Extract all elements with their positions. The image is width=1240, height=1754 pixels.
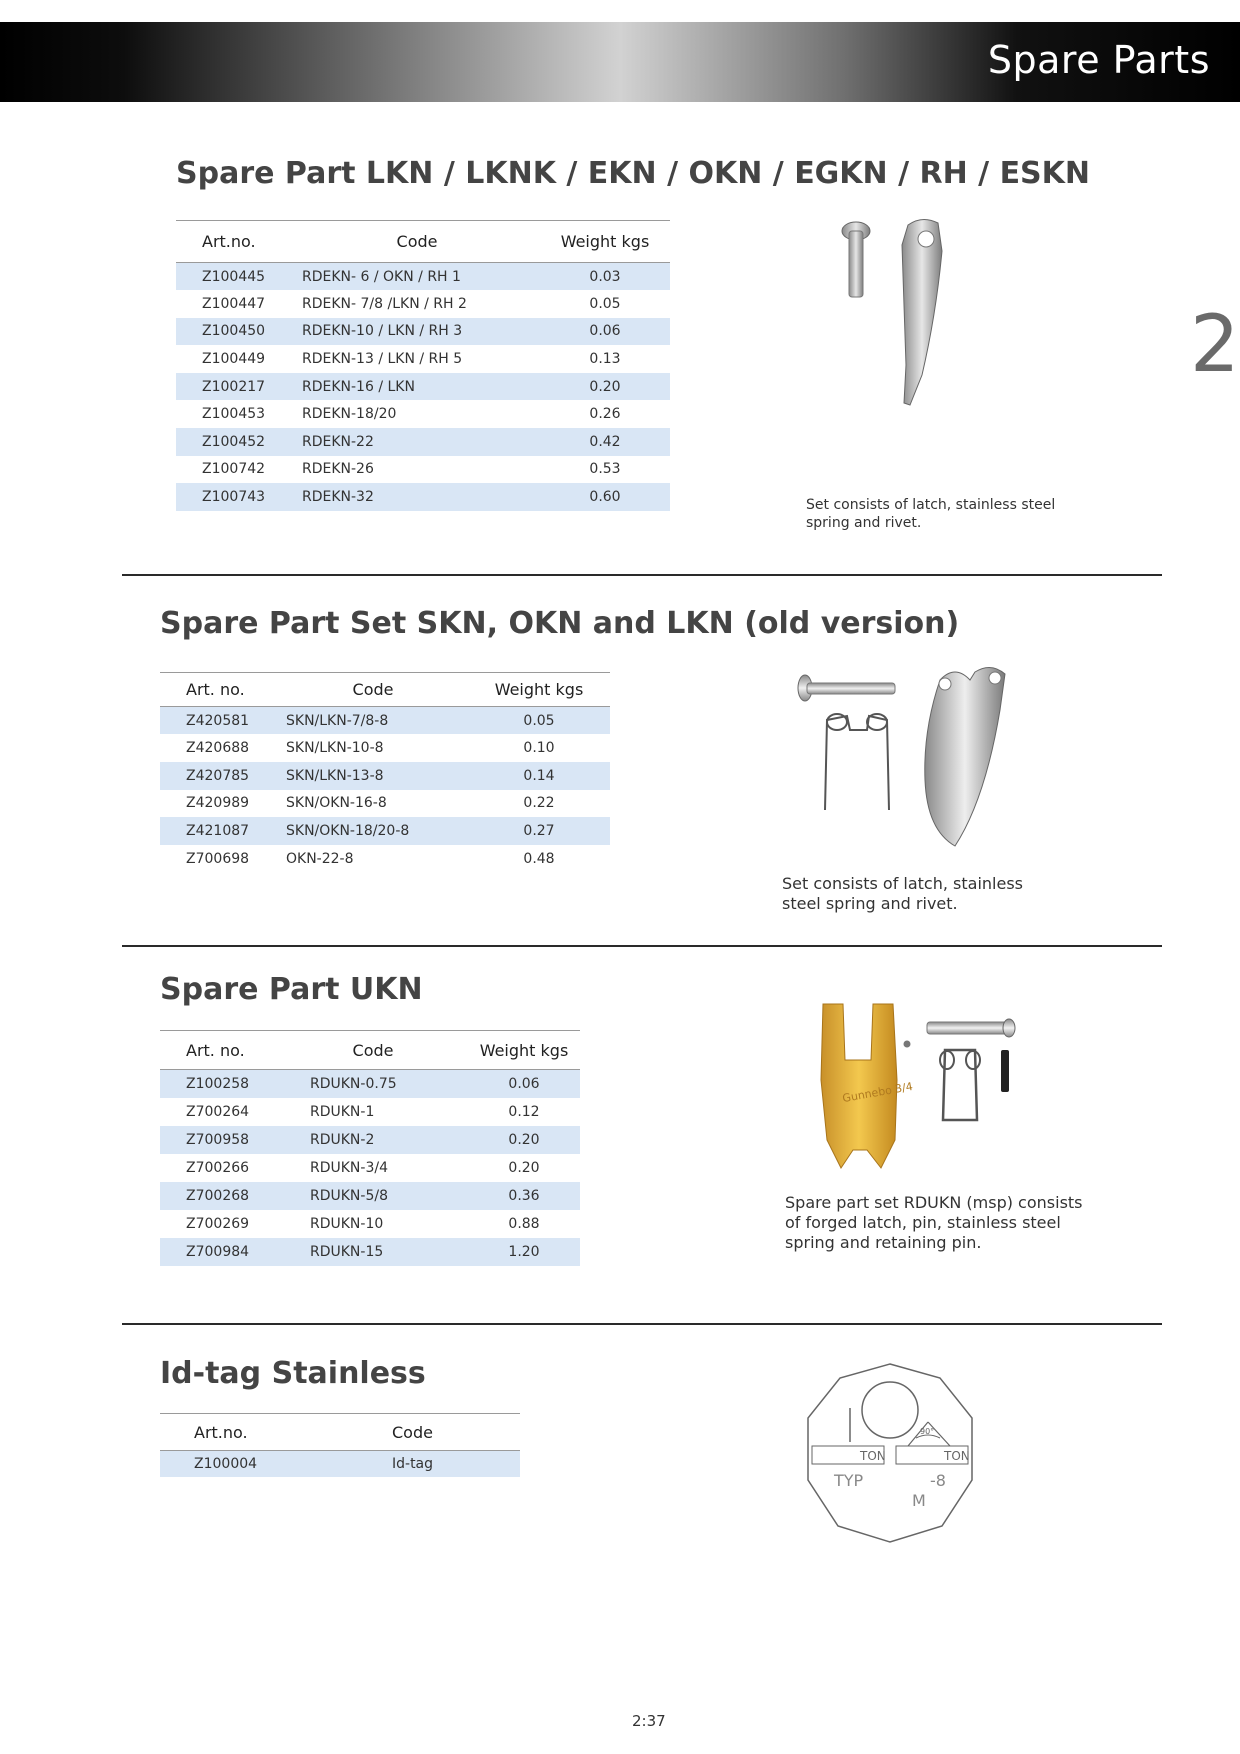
cell-artno: Z100742	[202, 461, 266, 478]
section-divider	[122, 945, 1162, 947]
cell-code: RDEKN- 6 / OKN / RH 1	[294, 263, 540, 291]
latch-rivet-image	[830, 215, 970, 415]
cell-weight: 0.20	[540, 373, 670, 401]
cell-weight: 0.88	[508, 1215, 540, 1232]
cell-weight: 0.22	[523, 795, 555, 812]
cell-artno: Z100447	[202, 295, 266, 312]
ton-label-right: TON	[944, 1449, 970, 1463]
cell-code: RDUKN-15	[278, 1238, 468, 1266]
forged-latch-pin-spring-image	[815, 1000, 1025, 1170]
table-skn	[160, 672, 610, 873]
cell-code: SKN/LKN-10-8	[286, 740, 384, 757]
caption-skn	[782, 874, 1023, 914]
table-row	[160, 734, 610, 762]
latch-marking: Gunnebo 3/4	[841, 1079, 914, 1106]
table-row	[176, 345, 670, 373]
cell-weight: 0.05	[468, 707, 610, 735]
cell-weight: 0.26	[589, 406, 621, 423]
cell-weight: 1.20	[468, 1238, 580, 1266]
cell-weight: 0.20	[468, 1126, 580, 1154]
cell-artno: Z700269	[186, 1215, 250, 1232]
section-title-idtag: Id-tag Stainless	[160, 1356, 426, 1391]
cell-weight: 0.36	[468, 1182, 580, 1210]
cell-code: RDEKN-32	[294, 483, 540, 511]
id-tag-drawing	[800, 1360, 980, 1546]
cell-weight: 0.60	[540, 483, 670, 511]
cell-artno: Z100743	[176, 483, 294, 511]
table-row	[160, 817, 610, 845]
table-row	[160, 1126, 580, 1154]
section-title-skn: Spare Part Set SKN, OKN and LKN (old version)	[160, 606, 960, 641]
cell-artno: Z420989	[186, 795, 250, 812]
cell-artno: Z420688	[186, 740, 250, 757]
cell-weight: 0.48	[523, 850, 555, 867]
col-header-code: Code	[344, 1414, 520, 1451]
cell-weight: 0.05	[589, 295, 621, 312]
col-header-weight: Weight kgs	[468, 673, 610, 707]
table-row	[176, 400, 670, 428]
cell-code: RDUKN-0.75	[278, 1070, 468, 1098]
col-header-code: Code	[278, 673, 468, 707]
cell-code: RDUKN-5/8	[278, 1182, 468, 1210]
header-band	[0, 22, 1240, 102]
table-row	[176, 456, 670, 484]
caption-line: steel spring and rivet.	[782, 894, 958, 913]
cell-artno: Z100258	[160, 1070, 278, 1098]
page-number: 2:37	[632, 1712, 666, 1730]
cell-code: RDEKN-22	[294, 428, 540, 456]
caption-line: Set consists of latch, stainless	[782, 874, 1023, 893]
cell-artno: Z700698	[186, 850, 250, 867]
cell-weight: 0.14	[468, 762, 610, 790]
col-header-artno: Art. no.	[160, 1031, 278, 1070]
cell-artno: Z420785	[160, 762, 278, 790]
angle-label: 90°	[920, 1427, 935, 1436]
cell-code: RDEKN-26	[302, 461, 374, 478]
caption-line: spring and retaining pin.	[785, 1233, 982, 1252]
cell-code: RDEKN-10 / LKN / RH 3	[294, 318, 540, 346]
cell-code: SKN/OKN-16-8	[286, 795, 387, 812]
col-header-weight: Weight kgs	[468, 1031, 580, 1070]
table-row	[160, 1238, 580, 1266]
cell-artno: Z700958	[160, 1126, 278, 1154]
col-header-weight: Weight kgs	[540, 221, 670, 263]
ton-label-left: TON	[860, 1449, 886, 1463]
table-row	[176, 318, 670, 346]
caption-ukn	[785, 1193, 1083, 1253]
table-row	[160, 1182, 580, 1210]
table-row	[160, 1154, 580, 1182]
cell-weight: 0.53	[589, 461, 621, 478]
table-row	[176, 373, 670, 401]
cell-weight: 0.20	[508, 1159, 540, 1176]
section-title-lkn: Spare Part LKN / LKNK / EKN / OKN / EGKN / RH / ESKN	[176, 156, 1091, 191]
table-row	[160, 762, 610, 790]
cell-weight: 0.06	[468, 1070, 580, 1098]
cell-weight: 0.27	[468, 817, 610, 845]
cell-code: RDUKN-1	[310, 1103, 375, 1120]
cell-artno: Z421087	[160, 817, 278, 845]
table-row	[160, 1451, 520, 1477]
table-row	[176, 483, 670, 511]
cell-weight: 0.42	[540, 428, 670, 456]
section-title-ukn: Spare Part UKN	[160, 972, 423, 1007]
cell-code: SKN/LKN-13-8	[278, 762, 468, 790]
table-row	[160, 1210, 580, 1238]
col-header-artno: Art. no.	[160, 673, 278, 707]
chapter-number: 2	[1190, 300, 1240, 390]
cell-code: RDUKN-10	[310, 1215, 384, 1232]
cell-code: RDEKN- 7/8 /LKN / RH 2	[302, 295, 467, 312]
cell-artno: Z100452	[176, 428, 294, 456]
cell-code: RDEKN-13 / LKN / RH 5	[302, 351, 463, 368]
caption-lkn	[806, 496, 1055, 532]
table-row	[160, 790, 610, 818]
cell-artno: Z100004	[160, 1451, 344, 1477]
cell-weight: 0.03	[540, 263, 670, 291]
cell-artno: Z700266	[186, 1159, 250, 1176]
cell-artno: Z420581	[160, 707, 278, 735]
typ-label: TYP	[834, 1471, 864, 1490]
cell-artno: Z100450	[176, 318, 294, 346]
table-row	[160, 845, 610, 873]
page-header-title: Spare Parts	[987, 38, 1210, 82]
grade-label: -8	[930, 1471, 946, 1490]
col-header-artno: Art.no.	[176, 221, 294, 263]
cell-code: SKN/LKN-7/8-8	[278, 707, 468, 735]
cell-code: RDUKN-2	[278, 1126, 468, 1154]
table-ukn	[160, 1030, 580, 1266]
cell-code: RDEKN-18/20	[302, 406, 397, 423]
table-row	[176, 428, 670, 456]
cell-artno: Z100449	[202, 351, 266, 368]
cell-artno: Z100453	[202, 406, 266, 423]
cell-weight: 0.10	[523, 740, 555, 757]
table-row	[160, 707, 610, 735]
table-row	[160, 1098, 580, 1126]
table-row	[176, 263, 670, 291]
caption-line: Spare part set RDUKN (msp) consists	[785, 1193, 1083, 1212]
cell-code: Id-tag	[344, 1451, 520, 1477]
col-header-artno: Art.no.	[160, 1414, 344, 1451]
cell-code: OKN-22-8	[286, 850, 354, 867]
table-lkn	[176, 220, 670, 511]
cell-code: RDUKN-3/4	[310, 1159, 388, 1176]
latch-spring-rivet-image	[795, 660, 1035, 850]
cell-code: SKN/OKN-18/20-8	[278, 817, 468, 845]
table-idtag	[160, 1413, 520, 1477]
col-header-code: Code	[278, 1031, 468, 1070]
cell-artno: Z700264	[186, 1103, 250, 1120]
cell-artno: Z700268	[160, 1182, 278, 1210]
table-row	[160, 1070, 580, 1098]
cell-artno: Z100217	[176, 373, 294, 401]
cell-weight: 0.13	[589, 351, 621, 368]
col-header-code: Code	[294, 221, 540, 263]
caption-line: of forged latch, pin, stainless steel	[785, 1213, 1061, 1232]
cell-artno: Z100445	[176, 263, 294, 291]
m-label: M	[912, 1491, 926, 1510]
cell-code: RDEKN-16 / LKN	[294, 373, 540, 401]
cell-weight: 0.12	[508, 1103, 540, 1120]
cell-weight: 0.06	[540, 318, 670, 346]
table-row	[176, 290, 670, 318]
section-divider	[122, 574, 1162, 576]
cell-artno: Z700984	[160, 1238, 278, 1266]
caption-line: Set consists of latch, stainless steel	[806, 497, 1056, 513]
caption-line: spring and rivet.	[806, 515, 922, 531]
section-divider	[122, 1323, 1162, 1325]
